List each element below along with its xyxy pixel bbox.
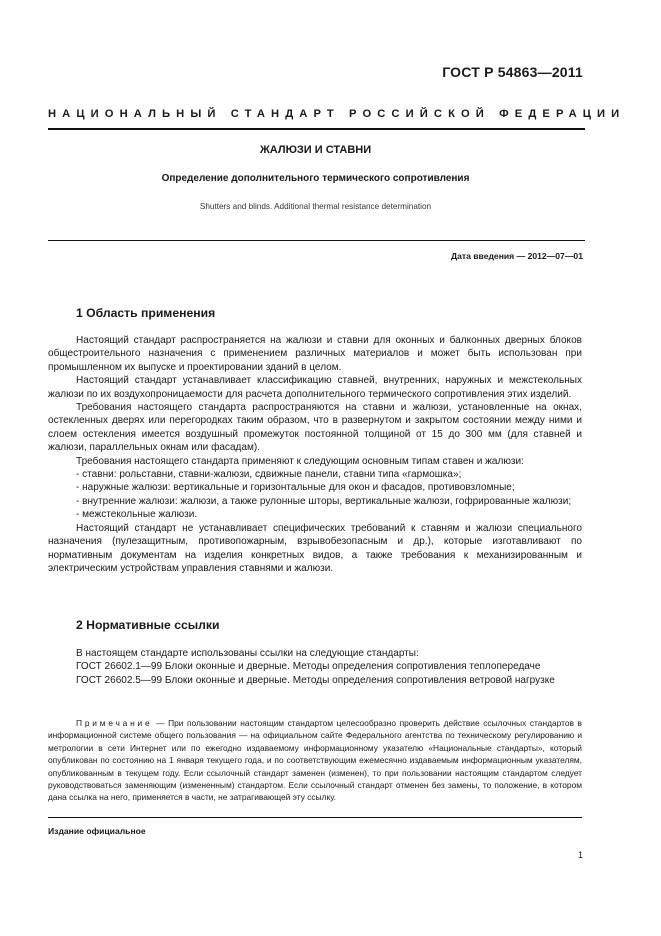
- reference-item: ГОСТ 26602.1—99 Блоки оконные и дверные. Методы определения сопротивления теплопередаче: [76, 661, 541, 673]
- top-divider: [48, 128, 585, 130]
- note: [48, 717, 582, 804]
- title-divider: [48, 240, 585, 241]
- paragraph: В настоящем стандарте использованы ссылки на следующие стандарты:: [76, 648, 419, 659]
- paragraph: Настоящий стандарт не устанавливает специфических требований к ставням и жалюзи специального назначения (пулезащитным, противопожарным, взрывобезопасным и др.), которые изготавливают по нормативным документам на изделия конкретных видов, а также требования к механизированным и электрическим устройствам управления ставнями и жалюзи.: [48, 522, 582, 574]
- note-paragraph: [48, 717, 582, 804]
- list-item: - межстекольные жалюзи.: [76, 509, 198, 521]
- english-title: Shutters and blinds. Additional thermal resistance determination: [199, 202, 432, 211]
- paragraph: Настоящий стандарт устанавливает классификацию ставней, внутренних, наружных и межстекольных жалюзи по их воздухопроницаемости для расчета дополнительного термического сопротивления этих изделий.: [48, 375, 582, 400]
- section-heading-scope: 1 Область применения: [76, 306, 216, 320]
- document-subtitle: Определение дополнительного термического сопротивления: [161, 173, 470, 184]
- edition-label: Издание официальное: [48, 826, 146, 836]
- section-references-body: [48, 647, 582, 687]
- national-standard-banner: НАЦИОНАЛЬНЫЙ СТАНДАРТ РОССИЙСКОЙ ФЕДЕРАЦИИ: [48, 108, 626, 120]
- standard-code: ГОСТ Р 54863—2011: [442, 64, 583, 80]
- list-item: - ставни: рольставни, ставни-жалюзи, сдвижные панели, ставни типа «гармошка»;: [76, 469, 462, 481]
- list-item: - внутренние жалюзи: жалюзи, а также рулонные шторы, вертикальные жалюзи, гофрированные жалюзи;: [76, 495, 572, 507]
- footer-divider: [48, 817, 582, 818]
- note-text: — При пользовании настоящим стандартом целесообразно проверить действие ссылочных стандартов в информационной системе общего пользования — на официальном сайте Федерального агентства по техническому регулированию и метрологии в сети Интернет или по ежегодно издаваемому информационному указателю «Национальные стандарты», который опубликован по состоянию на 1 января текущего года, и по соответствующим ежемесячно издаваемым информационным указателям, опубликованным в текущем году. Если ссылочный стандарт заменен (изменен), то при пользовании настоящим стандартом следует руководствоваться заменяющим (измененным) стандартом. Если ссылочный стандарт отменен без замены, то положение, в котором дана ссылка на него, применяется в части, не затрагивающей эту ссылку.: [48, 718, 582, 803]
- page-number: 1: [577, 850, 583, 860]
- paragraph: Требования настоящего стандарта распространяются на ставни и жалюзи, установленные на окнах, остекленных дверях или перегородках таким образом, что в развернутом и закрытом состоянии между ними и слоем остекления имеется воздушный промежуток постоянной толщиной от 15 до 300 мм (для ставней и жалюзи, параллельных окнам или фасадам).: [48, 402, 582, 454]
- section-scope-body: [48, 334, 582, 575]
- note-label: Примечание: [76, 718, 153, 728]
- introduction-date: Дата введения — 2012—07—01: [450, 251, 583, 261]
- paragraph: Требования настоящего стандарта применяют к следующим основным типам ставен и жалюзи:: [76, 455, 524, 467]
- reference-item: ГОСТ 26602.5—99 Блоки оконные и дверные. Методы определения сопротивления ветровой нагрузке: [76, 674, 555, 686]
- paragraph: Настоящий стандарт распространяется на жалюзи и ставни для оконных и балконных дверных блоков общестроительного назначения с применением различных материалов и может быть использован при промышленном их выпуске и проектировании зданий в целом.: [48, 335, 582, 373]
- section-heading-references: 2 Нормативные ссылки: [76, 618, 220, 632]
- document-title: ЖАЛЮЗИ И СТАВНИ: [259, 144, 372, 156]
- list-item: - наружные жалюзи: вертикальные и горизонтальные для окон и фасадов, противовзломные;: [76, 482, 515, 494]
